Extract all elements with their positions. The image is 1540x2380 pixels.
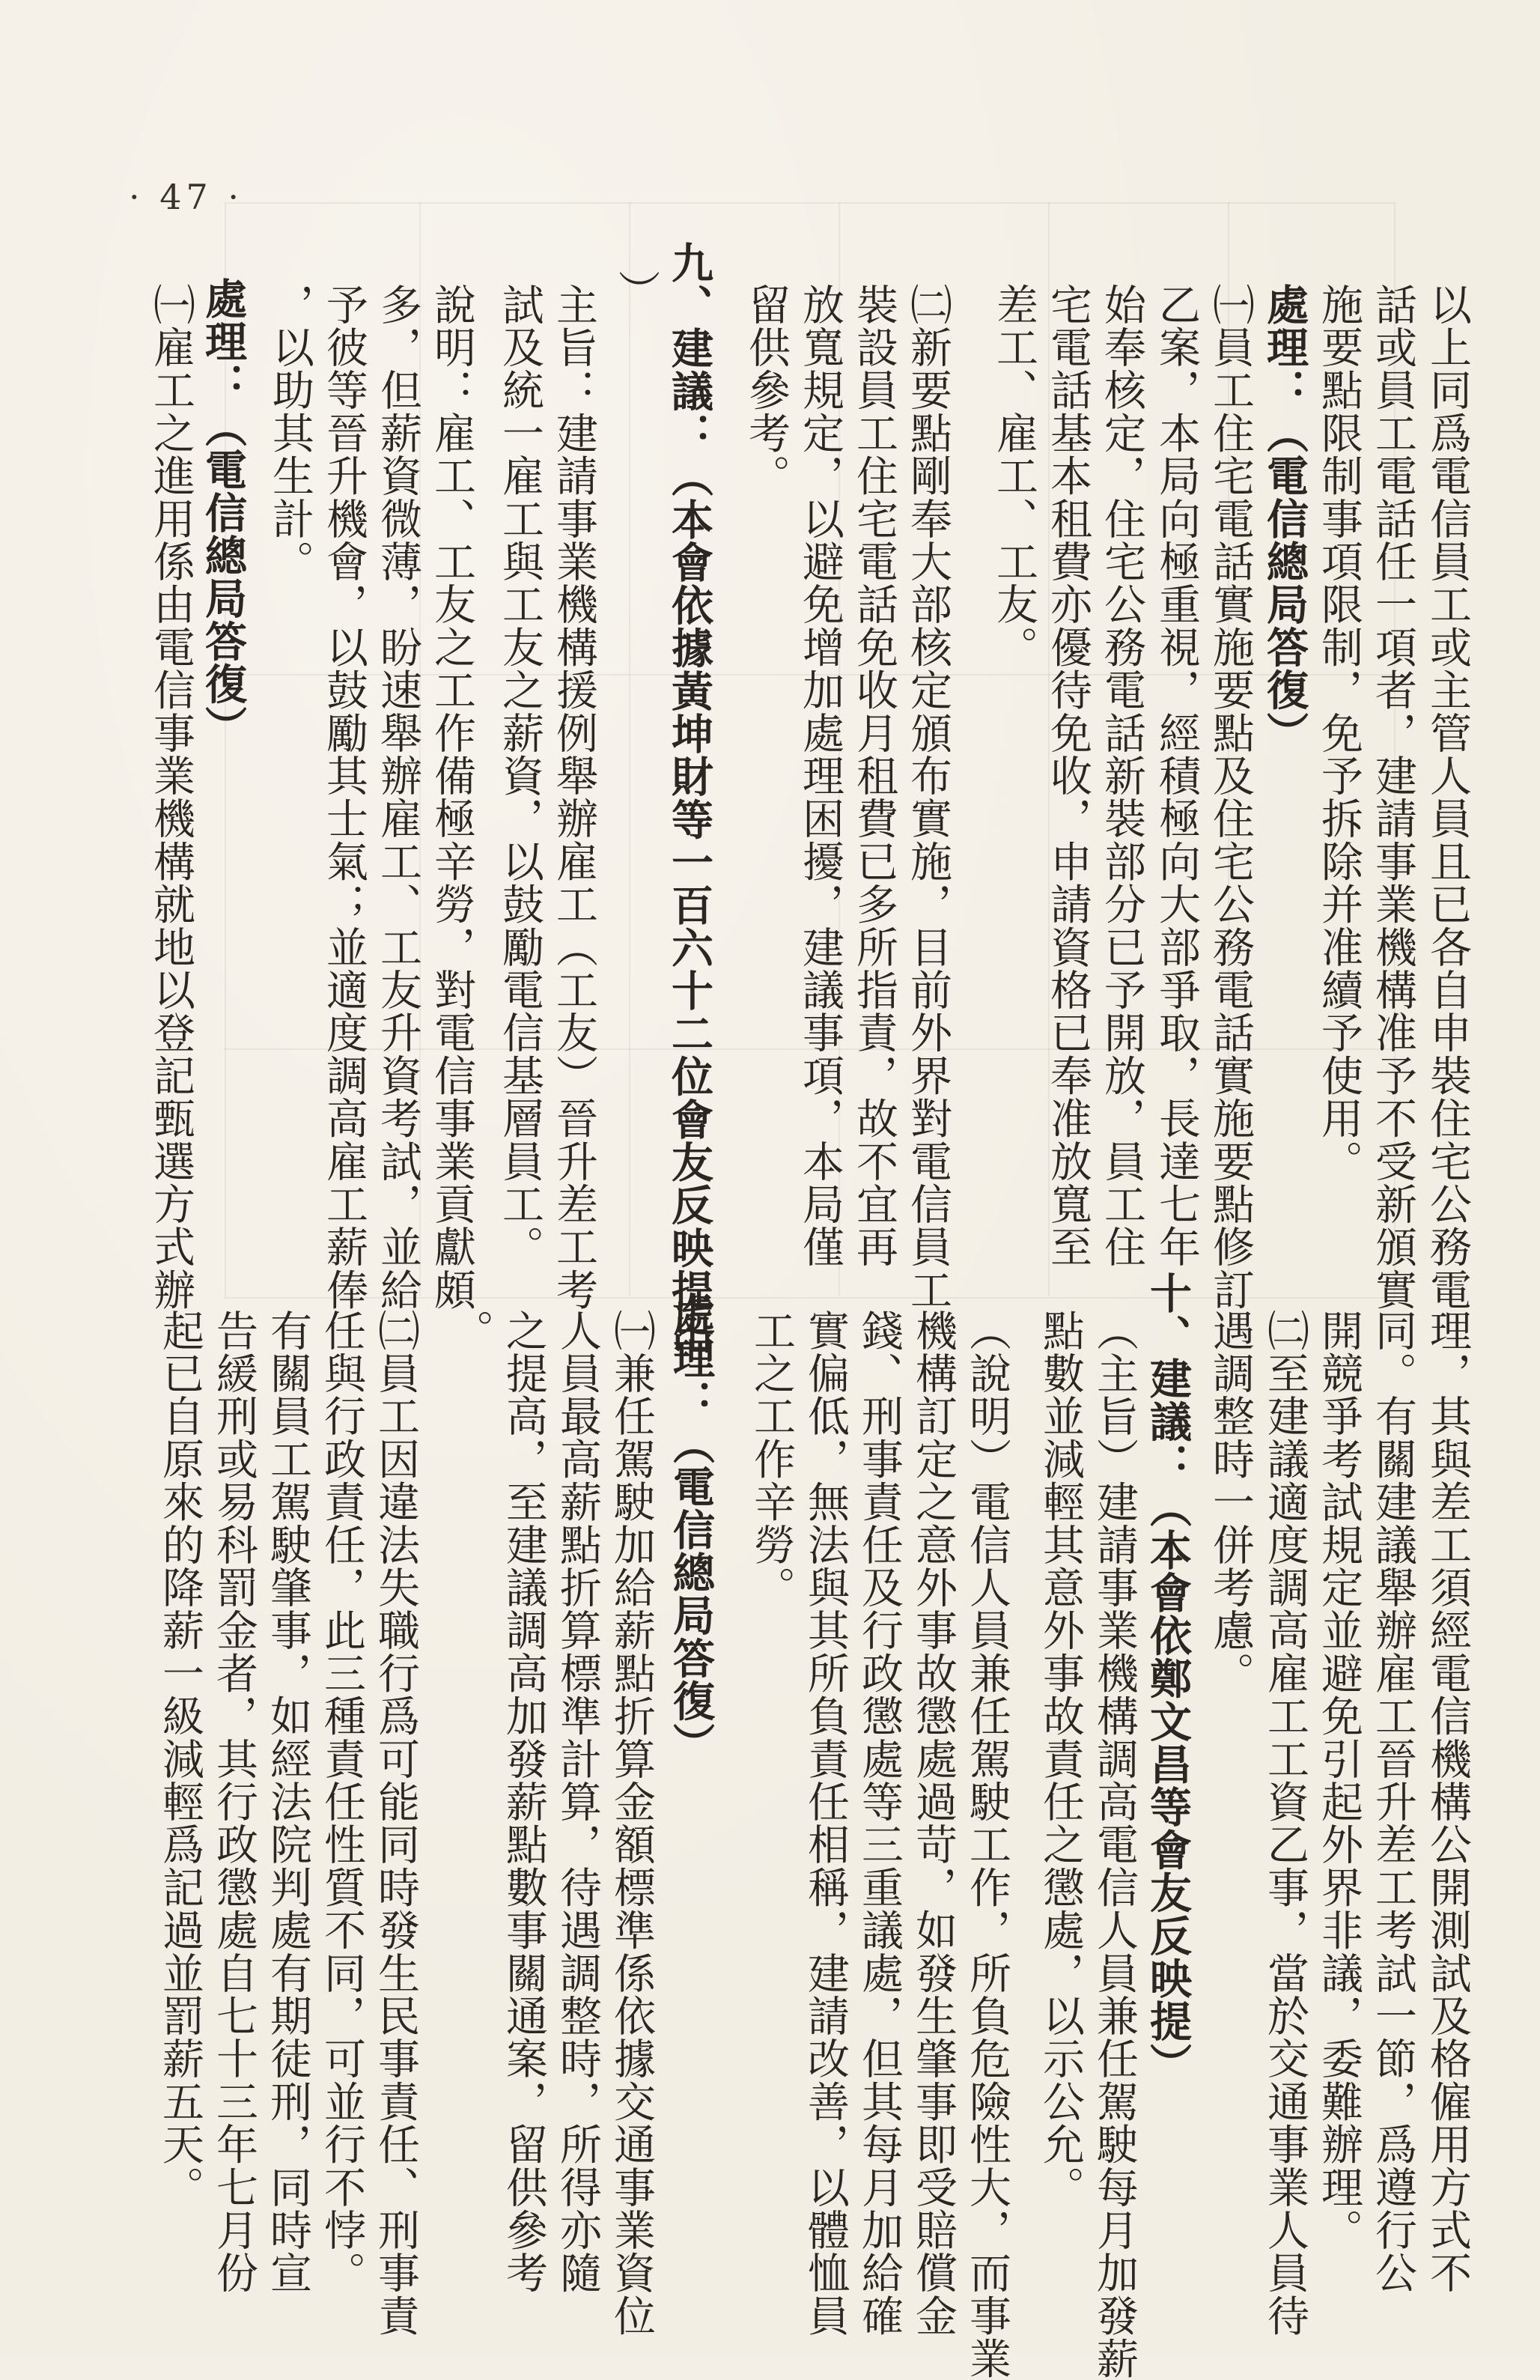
page-number: · 47 · <box>129 177 244 217</box>
text-column: ㈡員工因違法失職行爲可能同時發生民事責任、刑事責 <box>371 1309 420 2337</box>
text-column: 開競爭考試規定並避免引起外界非議，委難辦理。 <box>1315 1309 1363 2252</box>
text-column: 告緩刑或易科罰金者，其行政懲處自七十三年七月份 <box>210 1309 258 2295</box>
text-column: 話或員工電話任一項者，建請事業機構准予不受新頒實 <box>1369 283 1417 1311</box>
text-column: ，以助其生計。 <box>266 283 314 583</box>
text-column: 主旨：建請事業機構援例舉辦雇工（工友）晉升差工考 <box>550 283 598 1311</box>
text-column: 說明：雇工、工友之工作備極辛勞，對電信事業貢獻頗 <box>427 283 476 1311</box>
text-column: 同。有關建議舉辦雇工晉升差工考試一節，爲遵行公 <box>1369 1309 1417 2295</box>
section-heading: 十、建議：（本會依鄭文昌等會友反映提） <box>1143 1272 1193 2086</box>
text-column: 機構訂定之意外事故懲處過苛，如發生肇事即受賠償金 <box>909 1309 958 2337</box>
text-column: 錢、刑事責任及行政懲處等三重議處，但其每月加給確 <box>855 1309 904 2337</box>
bleed-through-line <box>629 202 630 1296</box>
text-column: 。 <box>445 1309 494 1353</box>
text-column: ） <box>612 270 660 313</box>
text-column: 任與行政責任，此三種責任性質不同，可並行不悖。 <box>317 1309 366 2295</box>
text-column: 人員最高薪點折算標準計算，待遇調整時，所得亦隨 <box>553 1309 602 2295</box>
text-column: ㈡至建議適度調高雇工工資乙事，當於交通事業人員待 <box>1261 1309 1309 2337</box>
text-column: 試及統一雇工與工友之薪資，以鼓勵電信基層員工。 <box>496 283 544 1269</box>
text-column: 留供參考。 <box>742 283 791 497</box>
text-column: 之提高，至建議調高加發薪點數事關通案，留供參考 <box>499 1309 548 2295</box>
section-heading: 九、建議：（本會依據黃坤財等一百六十二位會友反映提出 <box>665 241 714 1356</box>
text-column: （說明）電信人員兼任駕駛工作，所負危險性大，而事業 <box>963 1309 1011 2380</box>
text-column: 乙案，本局向極重視，經積極向大部爭取，長達七年 <box>1152 283 1201 1269</box>
text-column: ㈠員工住宅電話實施要點及住宅公務電話實施要點修訂 <box>1206 283 1255 1311</box>
text-column: ㈡新要點剛奉大部核定頒布實施，目前外界對電信員工 <box>904 283 952 1311</box>
text-column: ㈠雇工之進用係由電信事業機構就地以登記甄選方式辦 <box>147 283 195 1311</box>
text-column: 差工、雇工、工友。 <box>990 283 1038 669</box>
text-column: 實偏低，無法與其所負責任相稱，建請改善，以體恤員 <box>801 1309 850 2337</box>
text-column: 遇調整時一併考慮。 <box>1206 1309 1255 1695</box>
text-column: 起已自原來的降薪一級減輕爲記過並罰薪五天。 <box>156 1309 204 2209</box>
text-column: 有關員工駕駛肇事，如經法院判處有期徒刑，同時宣 <box>264 1309 312 2295</box>
text-column: 放寬規定，以避免增加處理困擾，建議事項，本局僅 <box>796 283 844 1269</box>
text-column: 宅電話基本租費亦優待免收，申請資格已奉准放寬至 <box>1044 283 1092 1269</box>
text-column: 以上同爲電信員工或主管人員且已各自申裝住宅公務電 <box>1423 283 1472 1311</box>
text-column: 始奉核定，住宅公務電話新裝部分已予開放，員工住 <box>1098 283 1146 1269</box>
text-column: 工之工作辛勞。 <box>747 1309 796 1609</box>
text-column: 多，但薪資微薄，盼速舉辦雇工、工友升資考試，並給 <box>374 283 422 1311</box>
text-column: （主旨）建請事業機構調高電信人員兼任駕駛每月加發薪 <box>1090 1309 1139 2380</box>
section-heading: 處理：（電信總局答復） <box>198 277 248 749</box>
text-column: 予彼等晉升機會，以鼓勵其士氣；並適度調高雇工薪俸 <box>320 283 368 1311</box>
text-column: ㈠兼任駕駛加給薪點折算金額標準係依據交通事業資位 <box>607 1309 656 2337</box>
section-heading: 處理：（電信總局答復） <box>1260 283 1309 755</box>
section-heading: 處理：（電信總局答復） <box>666 1294 716 1766</box>
text-column: 點數並減輕其意外事故責任之懲處，以示公允。 <box>1036 1309 1085 2209</box>
text-column: 裝設員工住宅電話免收月租費已多所指責，故不宜再 <box>850 283 898 1269</box>
text-column: 理，其與差工須經電信機構公開測試及格僱用方式不 <box>1423 1309 1472 2295</box>
text-column: 施要點限制事項限制，免予拆除并准續予使用。 <box>1315 283 1363 1183</box>
